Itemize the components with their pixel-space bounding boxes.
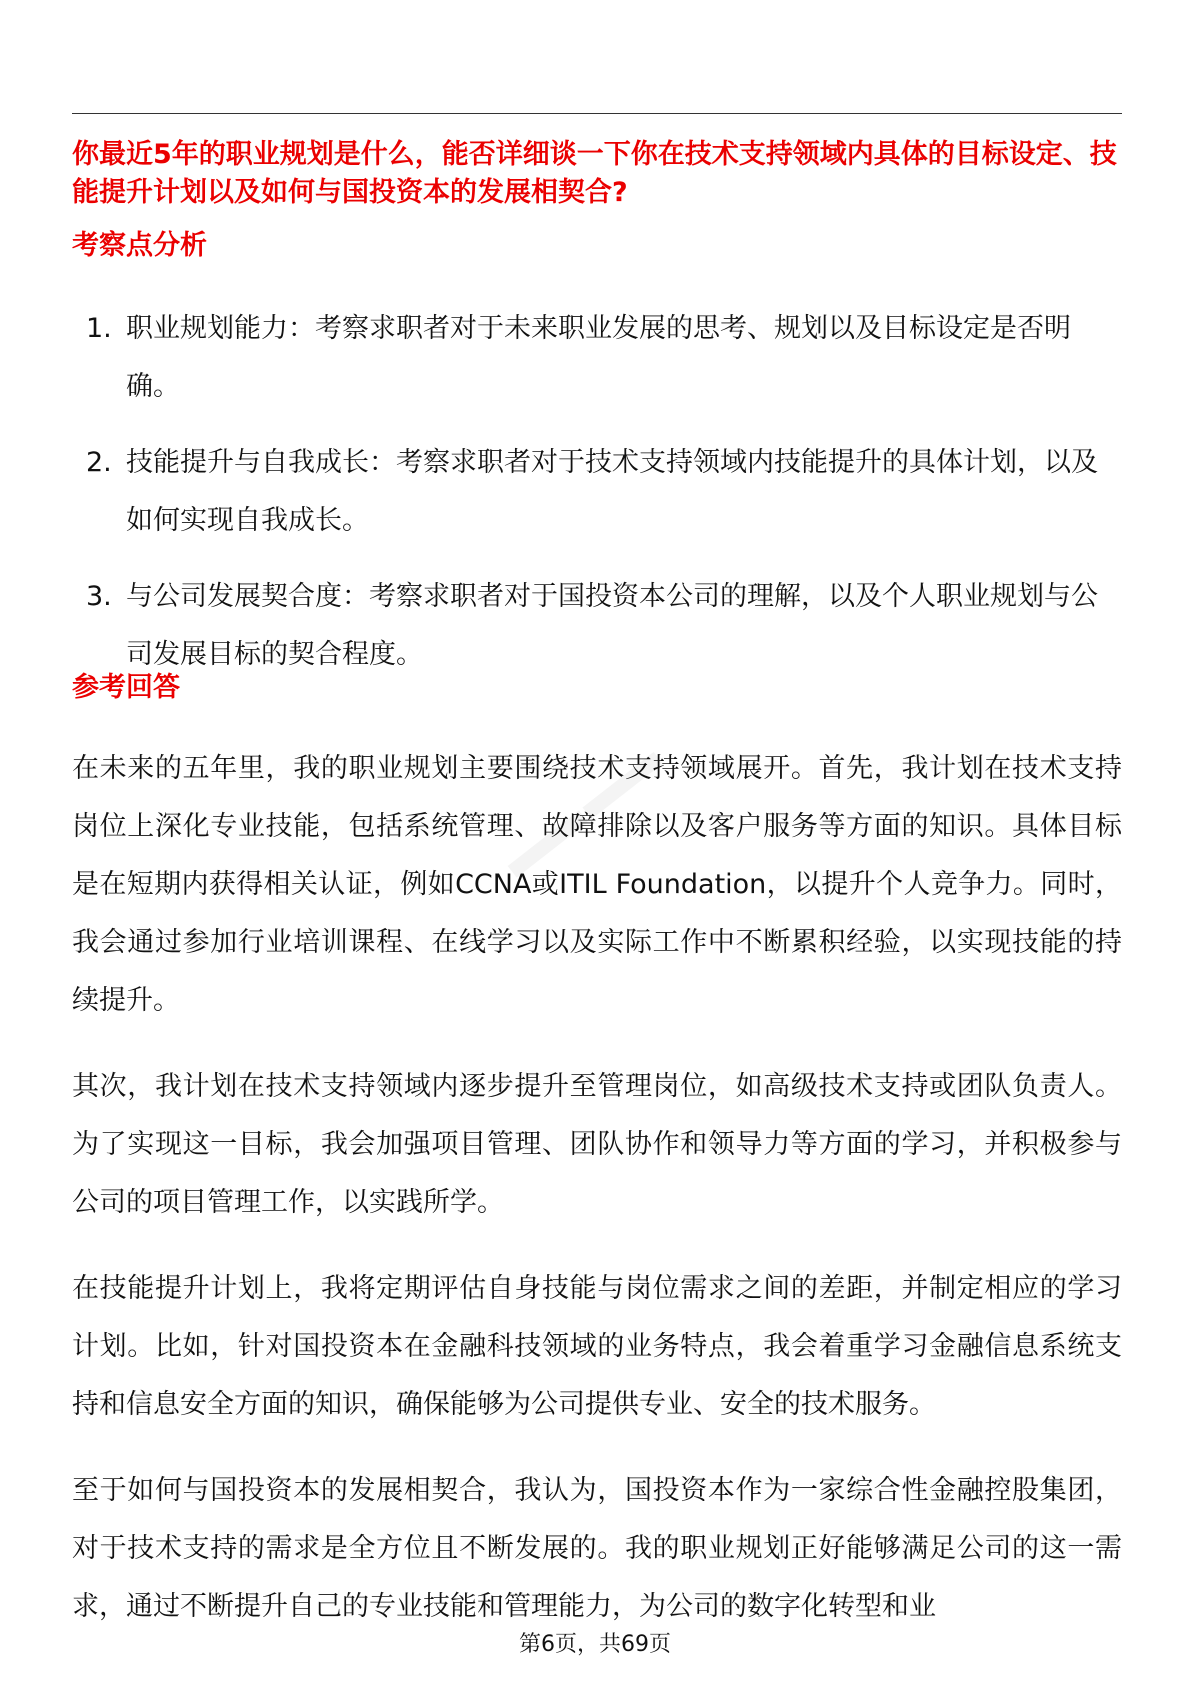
header-rule xyxy=(72,113,1122,114)
answer-paragraph: 在未来的五年里，我的职业规划主要围绕技术支持领域展开。首先，我计划在技术支持岗位上深化专业技能，包括系统管理、故障排除以及客户服务等方面的知识。具体目标是在短期内获得相关认证，例如CCNA或ITIL Foundation，以提升个人竞争力。同时，我会通过参加行业培训课程、在线学习以及实际工作中不断累积经验，以实现技能的持续提升。 xyxy=(72,753,1122,1016)
list-item xyxy=(72,568,1122,684)
answer-paragraph: 在技能提升计划上，我将定期评估自身技能与岗位需求之间的差距，并制定相应的学习计划。比如，针对国投资本在金融科技领域的业务特点，我会着重学习金融信息系统支持和信息安全方面的知识，确保能够为公司提供专业、安全的技术服务。 xyxy=(72,1273,1122,1420)
list-item-number: 1. xyxy=(86,313,112,344)
answer-paragraph: 至于如何与国投资本的发展相契合，我认为，国投资本作为一家综合性金融控股集团，对于技术支持的需求是全方位且不断发展的。我的职业规划正好能够满足公司的这一需求，通过不断提升自己的专业技能和管理能力，为公司的数字化转型和业 xyxy=(72,1475,1122,1622)
answer-body xyxy=(72,740,1122,1664)
answer-paragraph: 其次，我计划在技术支持领域内逐步提升至管理岗位，如高级技术支持或团队负责人。为了实现这一目标，我会加强项目管理、团队协作和领导力等方面的学习，并积极参与公司的项目管理工作，以实践所学。 xyxy=(72,1071,1122,1218)
list-item-number: 2. xyxy=(86,447,112,478)
list-item-text: 职业规划能力：考察求职者对于未来职业发展的思考、规划以及目标设定是否明确。 xyxy=(126,313,1071,402)
list-item-text: 与公司发展契合度：考察求职者对于国投资本公司的理解，以及个人职业规划与公司发展目标的契合程度。 xyxy=(126,581,1098,670)
analysis-points-list xyxy=(72,300,1122,684)
list-item-text: 技能提升与自我成长：考察求职者对于技术支持领域内技能提升的具体计划，以及如何实现自我成长。 xyxy=(126,447,1098,536)
answer-heading: 参考回答 xyxy=(72,672,180,703)
page-number: 第6页，共69页 xyxy=(519,1632,671,1657)
list-item xyxy=(72,434,1122,550)
question-title: 你最近5年的职业规划是什么，能否详细谈一下你在技术支持领域内具体的目标设定、技能提升计划以及如何与国投资本的发展相契合? xyxy=(72,139,1117,208)
list-item xyxy=(72,300,1122,416)
analysis-heading: 考察点分析 xyxy=(72,230,207,261)
list-item-number: 3. xyxy=(86,581,112,612)
